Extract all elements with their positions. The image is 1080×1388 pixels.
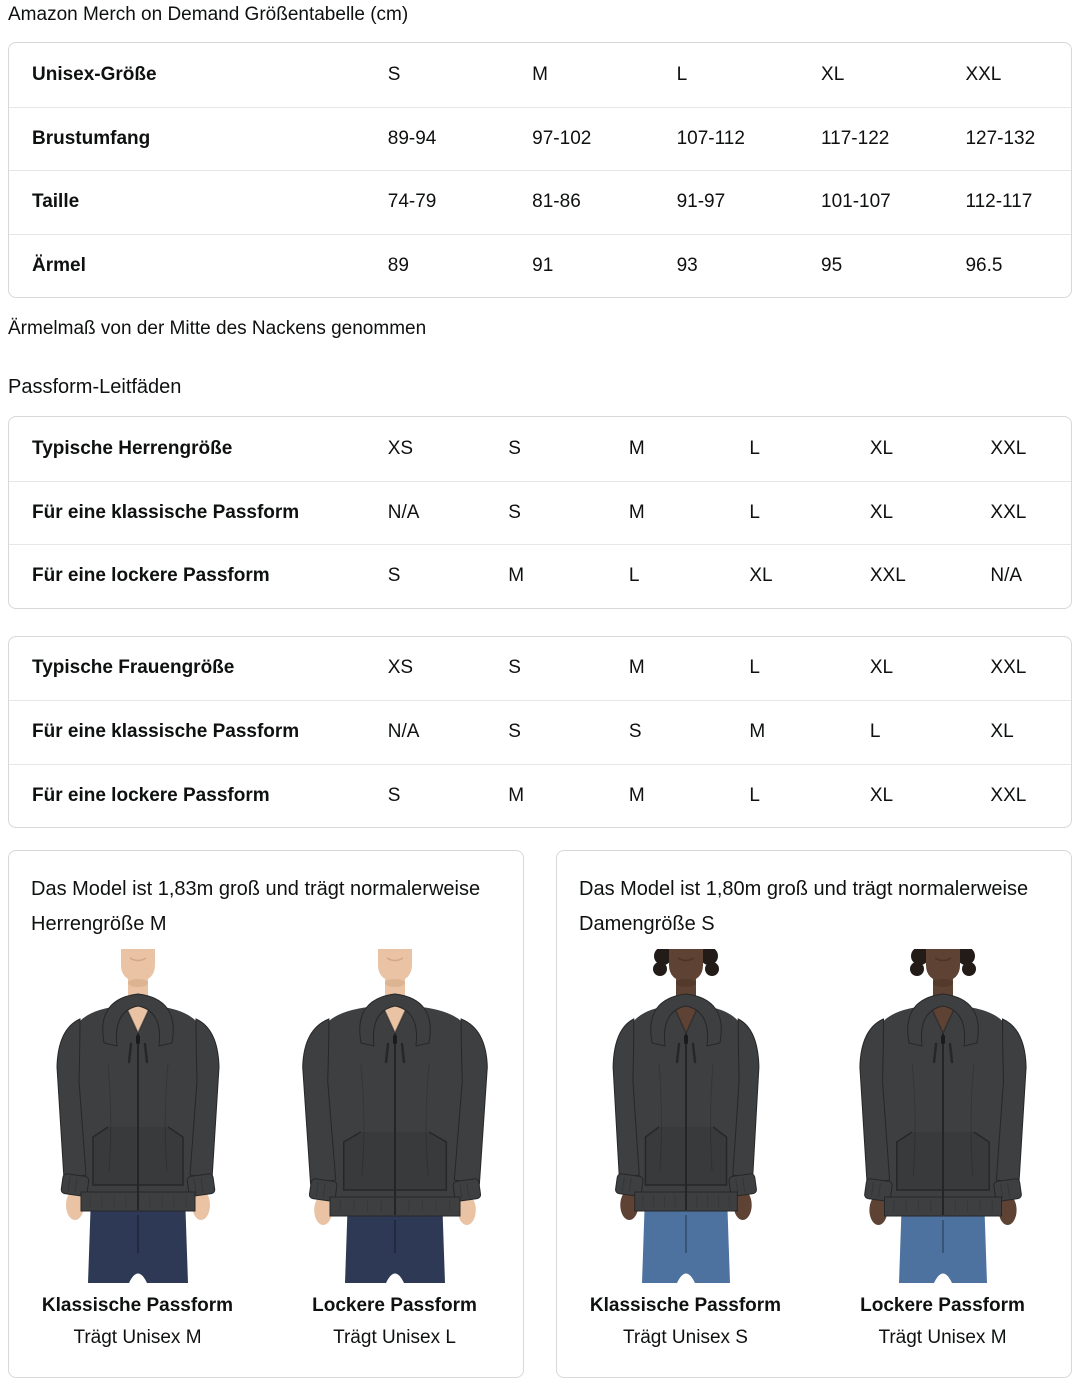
measure-cell: 127-132 [965, 127, 1036, 149]
female-model-card [556, 850, 1072, 1378]
size-cell: M [628, 437, 645, 459]
size-cell: M [508, 784, 525, 806]
size-cell: XL [869, 437, 894, 459]
size-cell: M [628, 501, 645, 523]
row-label: Für eine lockere Passform [32, 784, 270, 806]
table-row [9, 234, 1071, 298]
size-cell: S [387, 63, 401, 85]
table-row [9, 637, 1071, 701]
row-label: Für eine lockere Passform [32, 565, 270, 587]
row-label: Ärmel [32, 254, 86, 276]
row-label: Unisex-Größe [32, 63, 157, 85]
size-cell: XL [749, 565, 773, 587]
size-cell: S [387, 565, 401, 587]
model-photos [557, 949, 1071, 1283]
size-cell: M [628, 784, 645, 806]
measure-cell: 112-117 [965, 191, 1033, 213]
size-cell: L [749, 501, 760, 523]
size-cell: XXL [869, 565, 906, 587]
size-cell: L [749, 657, 760, 679]
size-cell: XL [990, 721, 1014, 743]
fit-guide-women-table [8, 636, 1072, 829]
fit-name: Klassische Passform [589, 1295, 782, 1316]
table-row [9, 107, 1071, 171]
row-label: Typische Herrengröße [32, 437, 233, 459]
model-cards-row [8, 850, 1072, 1378]
size-cell: XS [387, 657, 414, 679]
measure-cell: 107-112 [676, 127, 745, 149]
size-cell: XXL [990, 501, 1027, 523]
measure-cell: 91-97 [676, 191, 726, 213]
model-photo-loose-fit [838, 949, 1048, 1283]
size-cell: XXL [990, 437, 1027, 459]
size-cell: XXL [990, 784, 1027, 806]
page-title: Amazon Merch on Demand Größentabelle (cm) [8, 4, 409, 25]
measure-cell: 81-86 [532, 191, 581, 213]
fit-name: Lockere Passform [860, 1295, 1025, 1316]
size-cell: XL [821, 63, 845, 85]
fit-size: Trägt Unisex M [73, 1327, 202, 1348]
measure-cell: 89-94 [387, 127, 437, 149]
fit-labels [557, 1294, 1071, 1350]
model-photo-loose-fit [290, 949, 500, 1283]
size-cell: S [508, 437, 521, 459]
fit-name: Lockere Passform [312, 1295, 477, 1316]
fit-name: Klassische Passform [41, 1295, 234, 1316]
size-cell: S [628, 721, 642, 743]
model-photos [9, 949, 523, 1283]
measure-cell: 89 [387, 254, 409, 276]
size-cell: XL [869, 784, 894, 806]
fit-guide-men-table [8, 416, 1072, 609]
table-row [9, 481, 1071, 545]
measure-cell: 93 [676, 254, 698, 276]
model-description: Das Model ist 1,83m groß und trägt normalerweise Herrengröße M [31, 878, 481, 935]
size-cell: XXL [965, 63, 1002, 85]
size-cell: N/A [387, 721, 420, 743]
size-cell: XL [869, 501, 894, 523]
male-model-card [8, 850, 524, 1378]
size-cell: S [508, 501, 521, 523]
size-chart-table [8, 42, 1072, 298]
row-label: Typische Frauengröße [32, 657, 235, 679]
fit-size: Trägt Unisex L [333, 1327, 456, 1348]
fit-size: Trägt Unisex M [878, 1327, 1007, 1348]
size-cell: S [508, 657, 521, 679]
fit-size: Trägt Unisex S [623, 1327, 748, 1348]
size-cell: L [749, 784, 760, 806]
table-row [9, 544, 1071, 608]
fit-labels [9, 1294, 523, 1350]
size-cell: L [749, 437, 760, 459]
sleeve-measure-note: Ärmelmaß von der Mitte des Nackens genommen [8, 318, 427, 339]
measure-cell: 96.5 [965, 254, 1003, 276]
table-row [9, 43, 1071, 107]
size-cell: M [628, 657, 645, 679]
size-cell: XL [869, 657, 894, 679]
row-label: Für eine klassische Passform [32, 721, 300, 743]
table-row [9, 764, 1071, 828]
size-cell: XS [387, 437, 414, 459]
measure-cell: 101-107 [821, 191, 891, 213]
measure-cell: 117-122 [821, 127, 890, 149]
size-cell: M [749, 721, 766, 743]
size-cell: S [508, 721, 521, 743]
size-cell: XXL [990, 657, 1027, 679]
size-cell: N/A [387, 501, 420, 523]
table-row [9, 700, 1071, 764]
row-label: Taille [32, 191, 80, 213]
model-photo-classic-fit [33, 949, 243, 1283]
table-row [9, 417, 1071, 481]
measure-cell: 91 [532, 254, 554, 276]
size-cell: M [532, 63, 548, 85]
table-row [9, 170, 1071, 234]
model-photo-classic-fit [581, 949, 791, 1283]
measure-cell: 74-79 [387, 191, 437, 213]
measure-cell: 97-102 [532, 127, 592, 149]
row-label: Brustumfang [32, 127, 151, 149]
size-cell: L [869, 721, 881, 743]
fit-guides-title: Passform-Leitfäden [8, 376, 182, 398]
row-label: Für eine klassische Passform [32, 501, 300, 523]
measure-cell: 95 [821, 254, 843, 276]
size-cell: M [508, 565, 525, 587]
model-description: Das Model ist 1,80m groß und trägt normalerweise Damengröße S [579, 878, 1029, 935]
size-cell: N/A [990, 565, 1023, 587]
size-cell: L [676, 63, 688, 85]
size-cell: L [628, 565, 640, 587]
size-cell: S [387, 784, 401, 806]
